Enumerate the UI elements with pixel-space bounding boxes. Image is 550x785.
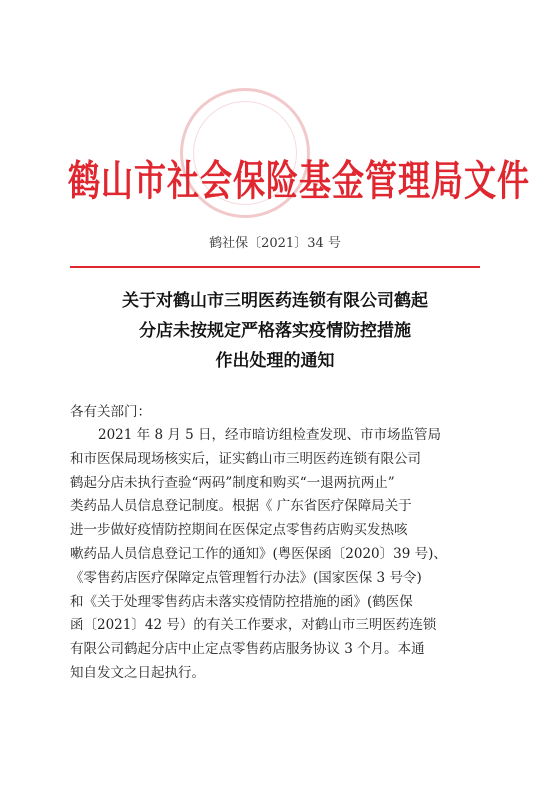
notice-title (70, 286, 480, 376)
notice-body (70, 424, 480, 686)
notice-title-line: 作出处理的通知 (215, 351, 335, 371)
document-header-title: 鹤山市社会保险基金管理局文件 (68, 155, 531, 206)
body-line: 知自发文之日起执行。 (70, 664, 205, 681)
document-number: 鹤社保〔2021〕34 号 (209, 236, 341, 251)
body-line: 嗽药品人员信息登记工作的通知》(粤医保函〔2020〕39 号)、 (70, 545, 447, 562)
body-line: 类药品人员信息登记制度。根据《 广东省医疗保障局关于 (70, 498, 412, 515)
body-line: 2021 年 8 月 5 日，经市暗访组检查发现、市市场监管局 (98, 427, 441, 443)
body-line: 和市医保局现场核实后，证实鹤山市三明医药连锁有限公司 (70, 450, 421, 467)
header-divider (70, 266, 480, 268)
body-line: 和《关于处理零售药店未落实疫情防控措施的函》(鹤医保 (70, 593, 413, 610)
body-line: 进一步做好疫情防控期间在医保定点零售药店购买发热咳 (70, 522, 408, 539)
notice-title-line: 分店未按规定严格落实疫情防控措施 (139, 321, 411, 341)
body-line: 鹤起分店未执行查验“两码”制度和购买“一退两抗两止” (70, 474, 395, 491)
body-line: 有限公司鹤起分店中止定点零售药店服务协议 3 个月。本通 (70, 641, 425, 658)
body-line: 《零售药店医疗保障定点管理暂行办法》(国家医保 3 号令) (70, 569, 422, 586)
body-line: 函〔2021〕42 号）的有关工作要求，对鹤山市三明医药连锁 (70, 617, 437, 634)
salutation: 各有关部门： (70, 404, 151, 420)
notice-title-line: 关于对鹤山市三明医药连锁有限公司鹤起 (122, 291, 428, 311)
